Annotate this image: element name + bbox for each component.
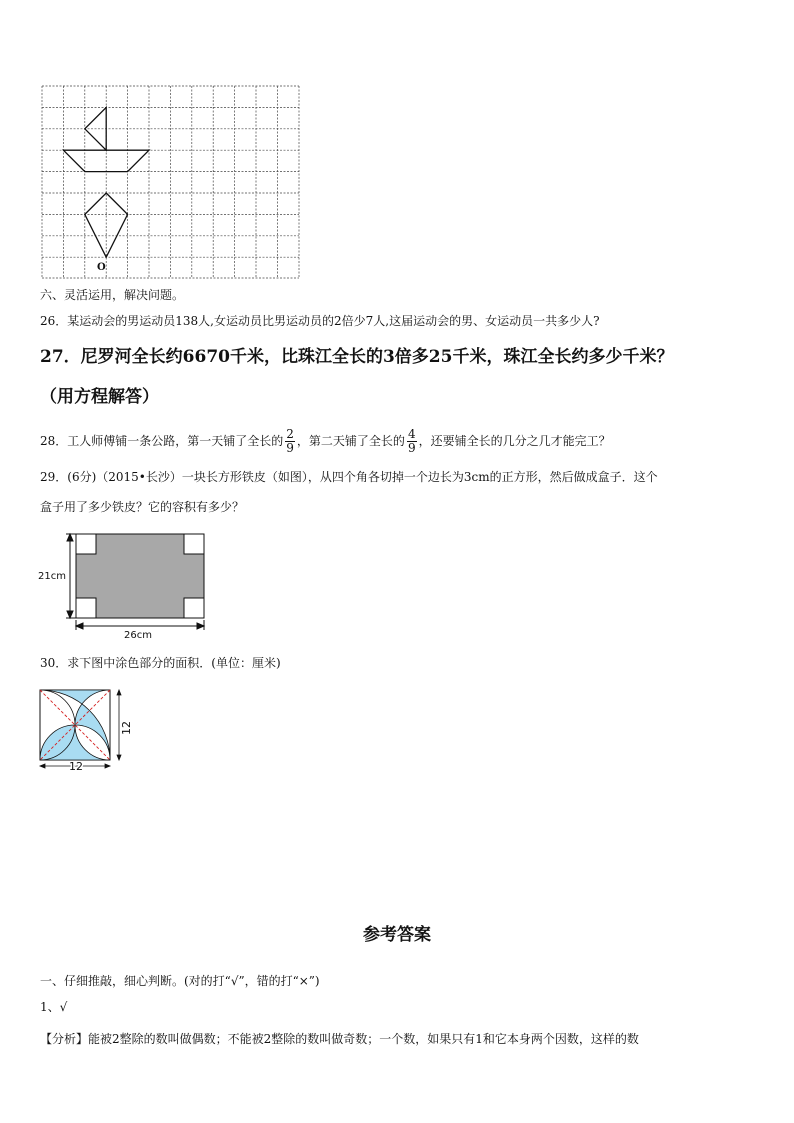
question-28-part2: ，第二天铺了全长的 bbox=[296, 434, 405, 448]
grid-lines bbox=[42, 86, 299, 278]
fraction-2-9: $\frac{2}{9}$ bbox=[286, 427, 294, 455]
question-30: 30．求下图中涂色部分的面积．(单位：厘米) bbox=[40, 656, 281, 670]
question-27-line2: （用方程解答） bbox=[40, 387, 159, 407]
bottom-side-label: 12 bbox=[69, 760, 83, 772]
width-dimension bbox=[76, 620, 204, 630]
height-label: 21cm bbox=[38, 571, 66, 582]
shaded-area-figure bbox=[36, 686, 134, 772]
boat-shape bbox=[63, 107, 149, 171]
answer-analysis: 【分析】能被2整除的数叫做偶数；不能被2整除的数叫做奇数；一个数，如果只有1和它本身两个因数，这样的数 bbox=[40, 1032, 639, 1046]
corner-square-tl bbox=[76, 534, 96, 554]
question-29-line1: 29．(6分)（2015•长沙）一块长方形铁皮（如图），从四个角各切掉一个边长为3cm的正方形，然后做成盒子．这个 bbox=[40, 470, 658, 484]
question-29-line2: 盒子用了多少铁皮？它的容积有多少？ bbox=[40, 500, 245, 514]
section-title: 六、灵活运用，解决问题。 bbox=[40, 288, 185, 302]
question-26: 26．某运动会的男运动员138人,女运动员比男运动员的2倍少7人,这届运动会的男、女运动员一共多少人? bbox=[40, 314, 600, 328]
question-27-line1: 27．尼罗河全长约6670千米，比珠江全长的3倍多25千米，珠江全长约多少千米？ bbox=[40, 347, 674, 367]
corner-square-br bbox=[184, 598, 204, 618]
question-28-part3: ，还要铺全长的几分之几才能完工？ bbox=[418, 434, 611, 448]
height-dimension bbox=[66, 534, 76, 618]
answers-section-1: 一、仔细推敲，细心判断。(对的打“√”，错的打“×”) bbox=[40, 974, 320, 988]
answer-item-1: 1、√ bbox=[40, 1000, 68, 1014]
corner-square-bl bbox=[76, 598, 96, 618]
corner-square-tr bbox=[184, 534, 204, 554]
sheet-figure bbox=[38, 528, 213, 640]
question-28-part1: 28．工人师傅铺一条公路，第一天铺了全长的 bbox=[40, 434, 284, 448]
right-side-label: 12 bbox=[120, 721, 133, 735]
answers-heading: 参考答案 bbox=[363, 925, 431, 945]
origin-label: O bbox=[97, 262, 106, 273]
grid-figure bbox=[40, 84, 304, 280]
width-label: 26cm bbox=[124, 630, 152, 640]
question-28 bbox=[40, 424, 611, 458]
fraction-4-9: $\frac{4}{9}$ bbox=[407, 427, 416, 455]
